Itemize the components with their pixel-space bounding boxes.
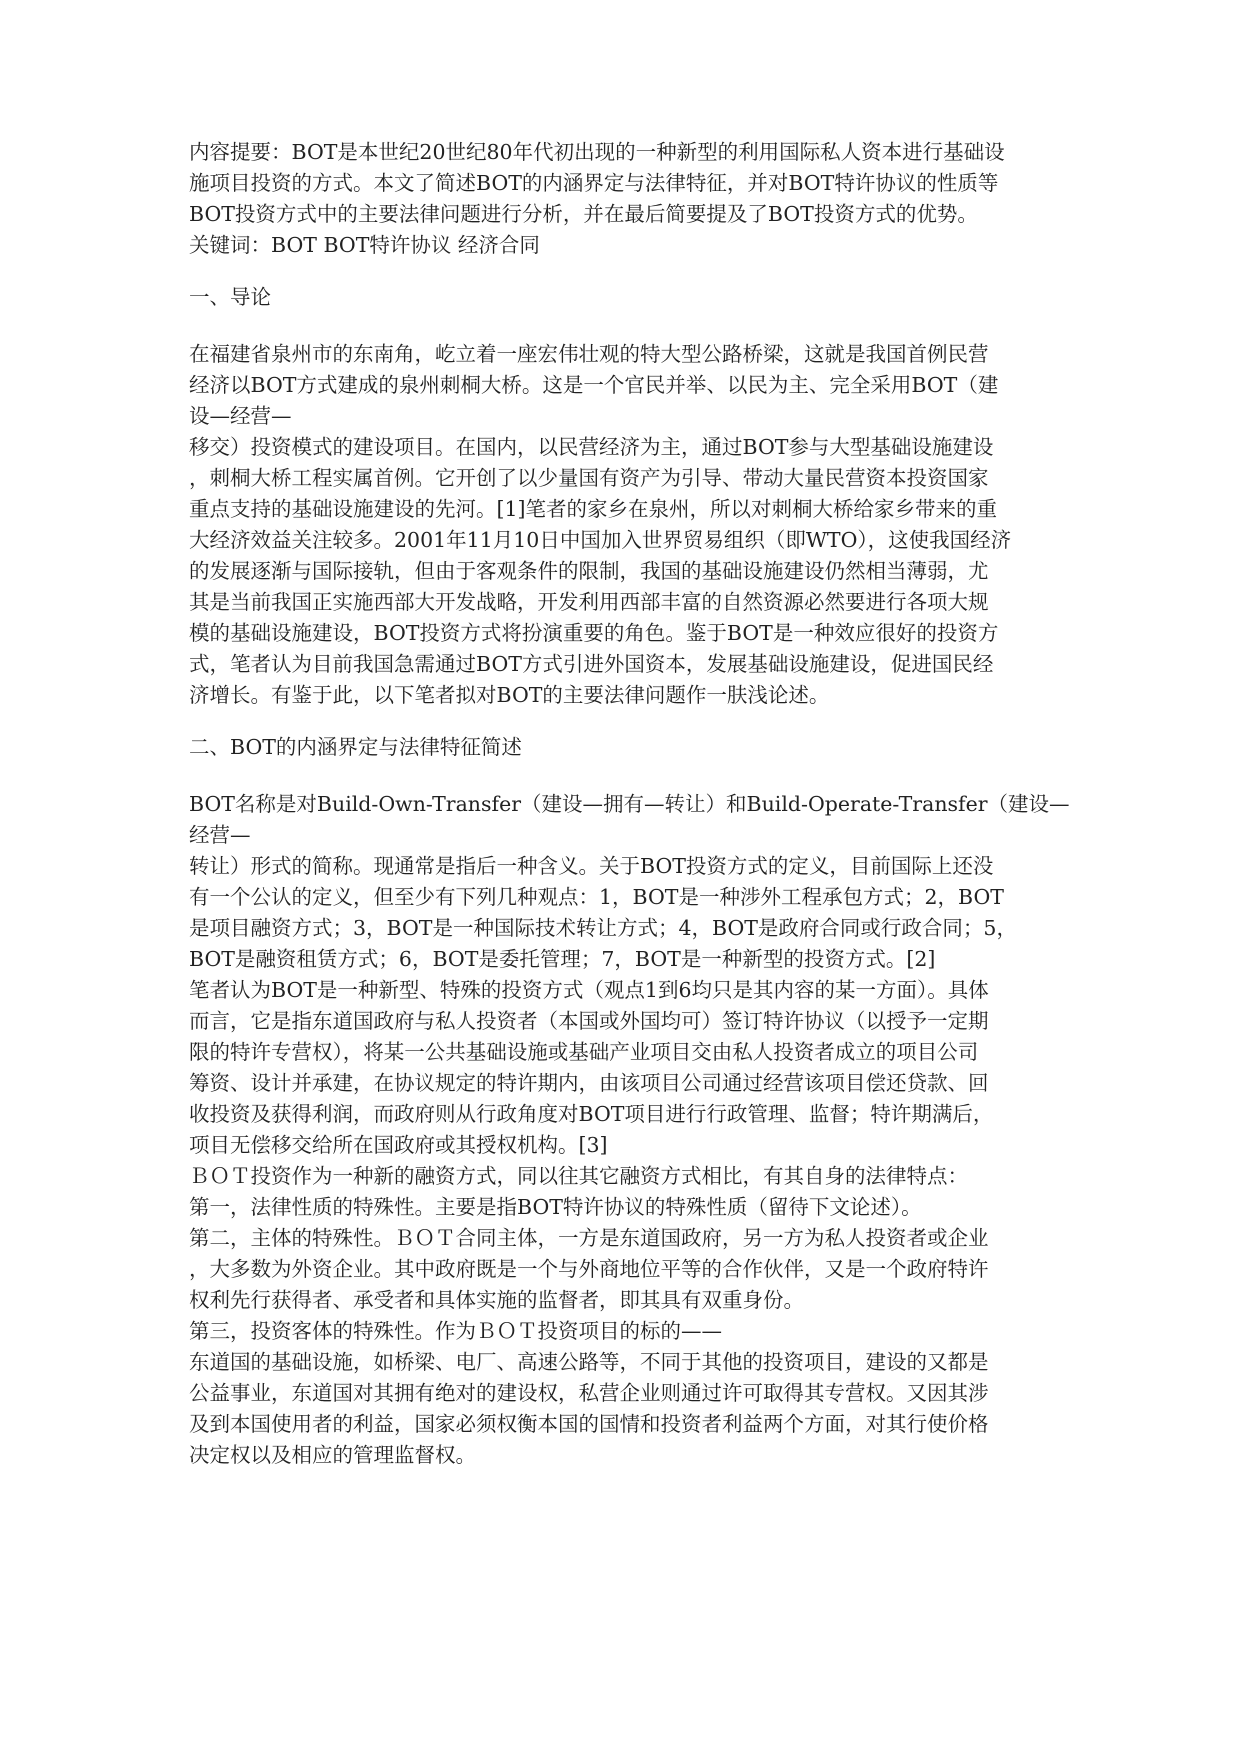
paragraph-line: 东道国的基础设施，如桥梁、电厂、高速公路等，不同于其他的投资项目，建设的又都是 xyxy=(189,1350,989,1374)
paragraph-line: 收投资及获得利润，而政府则从行政角度对BOT项目进行行政管理、监督；特许期满后， xyxy=(189,1102,994,1126)
paragraph-line: 公益事业，东道国对其拥有绝对的建设权，私营企业则通过许可取得其专营权。又因其涉 xyxy=(189,1381,989,1405)
keywords-line: 关键词：BOT BOT特许协议 经济合同 xyxy=(189,233,540,257)
paragraph-line: ，刺桐大桥工程实属首例。它开创了以少量国有资产为引导、带动大量民营资本投资国家 xyxy=(189,466,989,490)
paragraph-line: 转让）形式的简称。现通常是指后一种含义。关于BOT投资方式的定义，目前国际上还没 xyxy=(189,854,994,878)
paragraph-line: ，大多数为外资企业。其中政府既是一个与外商地位平等的合作伙伴，又是一个政府特许 xyxy=(189,1257,989,1281)
paragraph-line: 有一个公认的定义，但至少有下列几种观点：1，BOT是一种涉外工程承包方式；2，BOT xyxy=(189,885,1004,909)
abstract-line: BOT投资方式中的主要法律问题进行分析，并在最后简要提及了BOT投资方式的优势。 xyxy=(189,202,978,226)
paragraph-line: 的发展逐渐与国际接轨，但由于客观条件的限制，我国的基础设施建设仍然相当薄弱，尤 xyxy=(189,559,989,583)
paragraph-line: 第二，主体的特殊性。ＢＯＴ合同主体，一方是东道国政府，另一方为私人投资者或企业 xyxy=(189,1226,989,1250)
paragraph-line: 在福建省泉州市的东南角，屹立着一座宏伟壮观的特大型公路桥梁，这就是我国首例民营 xyxy=(189,342,989,366)
paragraph-line: 模的基础设施建设，BOT投资方式将扮演重要的角色。鉴于BOT是一种效应很好的投资方 xyxy=(189,621,999,645)
paragraph-line: 及到本国使用者的利益，国家必须权衡本国的国情和投资者利益两个方面，对其行使价格 xyxy=(189,1412,989,1436)
paragraph-line: 济增长。有鉴于此，以下笔者拟对BOT的主要法律问题作一肤浅论述。 xyxy=(189,683,830,707)
paragraph-line: 限的特许专营权），将某一公共基础设施或基础产业项目交由私人投资者成立的项目公司 xyxy=(189,1040,979,1064)
paragraph-line: 其是当前我国正实施西部大开发战略，开发利用西部丰富的自然资源必然要进行各项大规 xyxy=(189,590,989,614)
paragraph-line: BOT名称是对Build-Own-Transfer（建设—拥有—转让）和Build-Operate-Transfer（建设— xyxy=(189,792,1070,816)
paragraph-line: 重点支持的基础设施建设的先河。[1]笔者的家乡在泉州，所以对刺桐大桥给家乡带来的重 xyxy=(189,497,998,521)
paragraph-line: 经济以BOT方式建成的泉州刺桐大桥。这是一个官民并举、以民为主、完全采用BOT（建 xyxy=(189,373,999,397)
paragraph-line: 移交）投资模式的建设项目。在国内，以民营经济为主，通过BOT参与大型基础设施建设 xyxy=(189,435,994,459)
abstract-line: 施项目投资的方式。本文了简述BOT的内涵界定与法律特征，并对BOT特许协议的性质等 xyxy=(189,171,999,195)
paragraph-line: ＢＯＴ投资作为一种新的融资方式，同以往其它融资方式相比，有其自身的法律特点： xyxy=(189,1164,968,1188)
section-heading: 一、导论 xyxy=(189,285,271,309)
abstract-line: 内容提要：BOT是本世纪20世纪80年代初出现的一种新型的利用国际私人资本进行基础设 xyxy=(189,140,1005,164)
paragraph-line: 大经济效益关注较多。2001年11月10日中国加入世界贸易组织（即WTO），这使我国经济 xyxy=(189,528,1012,552)
paragraph-line: 项目无偿移交给所在国政府或其授权机构。[3] xyxy=(189,1133,608,1157)
paragraph-line: 决定权以及相应的管理监督权。 xyxy=(189,1443,476,1467)
paragraph-line: 第三，投资客体的特殊性。作为ＢＯＴ投资项目的标的—— xyxy=(189,1319,722,1343)
paragraph-line: 而言，它是指东道国政府与私人投资者（本国或外国均可）签订特许协议（以授予一定期 xyxy=(189,1009,989,1033)
paragraph-line: 是项目融资方式；3，BOT是一种国际技术转让方式；4，BOT是政府合同或行政合同；5， xyxy=(189,916,1017,940)
paragraph-line: 笔者认为BOT是一种新型、特殊的投资方式（观点1到6均只是其内容的某一方面）。具体 xyxy=(189,978,989,1002)
paragraph-line: 经营— xyxy=(189,823,251,847)
section-heading: 二、BOT的内涵界定与法律特征简述 xyxy=(189,735,522,759)
paragraph-line: 第一，法律性质的特殊性。主要是指BOT特许协议的特殊性质（留待下文论述）。 xyxy=(189,1195,922,1219)
paragraph-line: BOT是融资租赁方式；6，BOT是委托管理；7，BOT是一种新型的投资方式。[2] xyxy=(189,947,936,971)
paragraph-line: 权利先行获得者、承受者和具体实施的监督者，即其具有双重身份。 xyxy=(189,1288,804,1312)
paragraph-line: 设—经营— xyxy=(189,404,292,428)
paragraph-line: 式，笔者认为目前我国急需通过BOT方式引进外国资本，发展基础设施建设，促进国民经 xyxy=(189,652,994,676)
paragraph-line: 筹资、设计并承建，在协议规定的特许期内，由该项目公司通过经营该项目偿还贷款、回 xyxy=(189,1071,989,1095)
